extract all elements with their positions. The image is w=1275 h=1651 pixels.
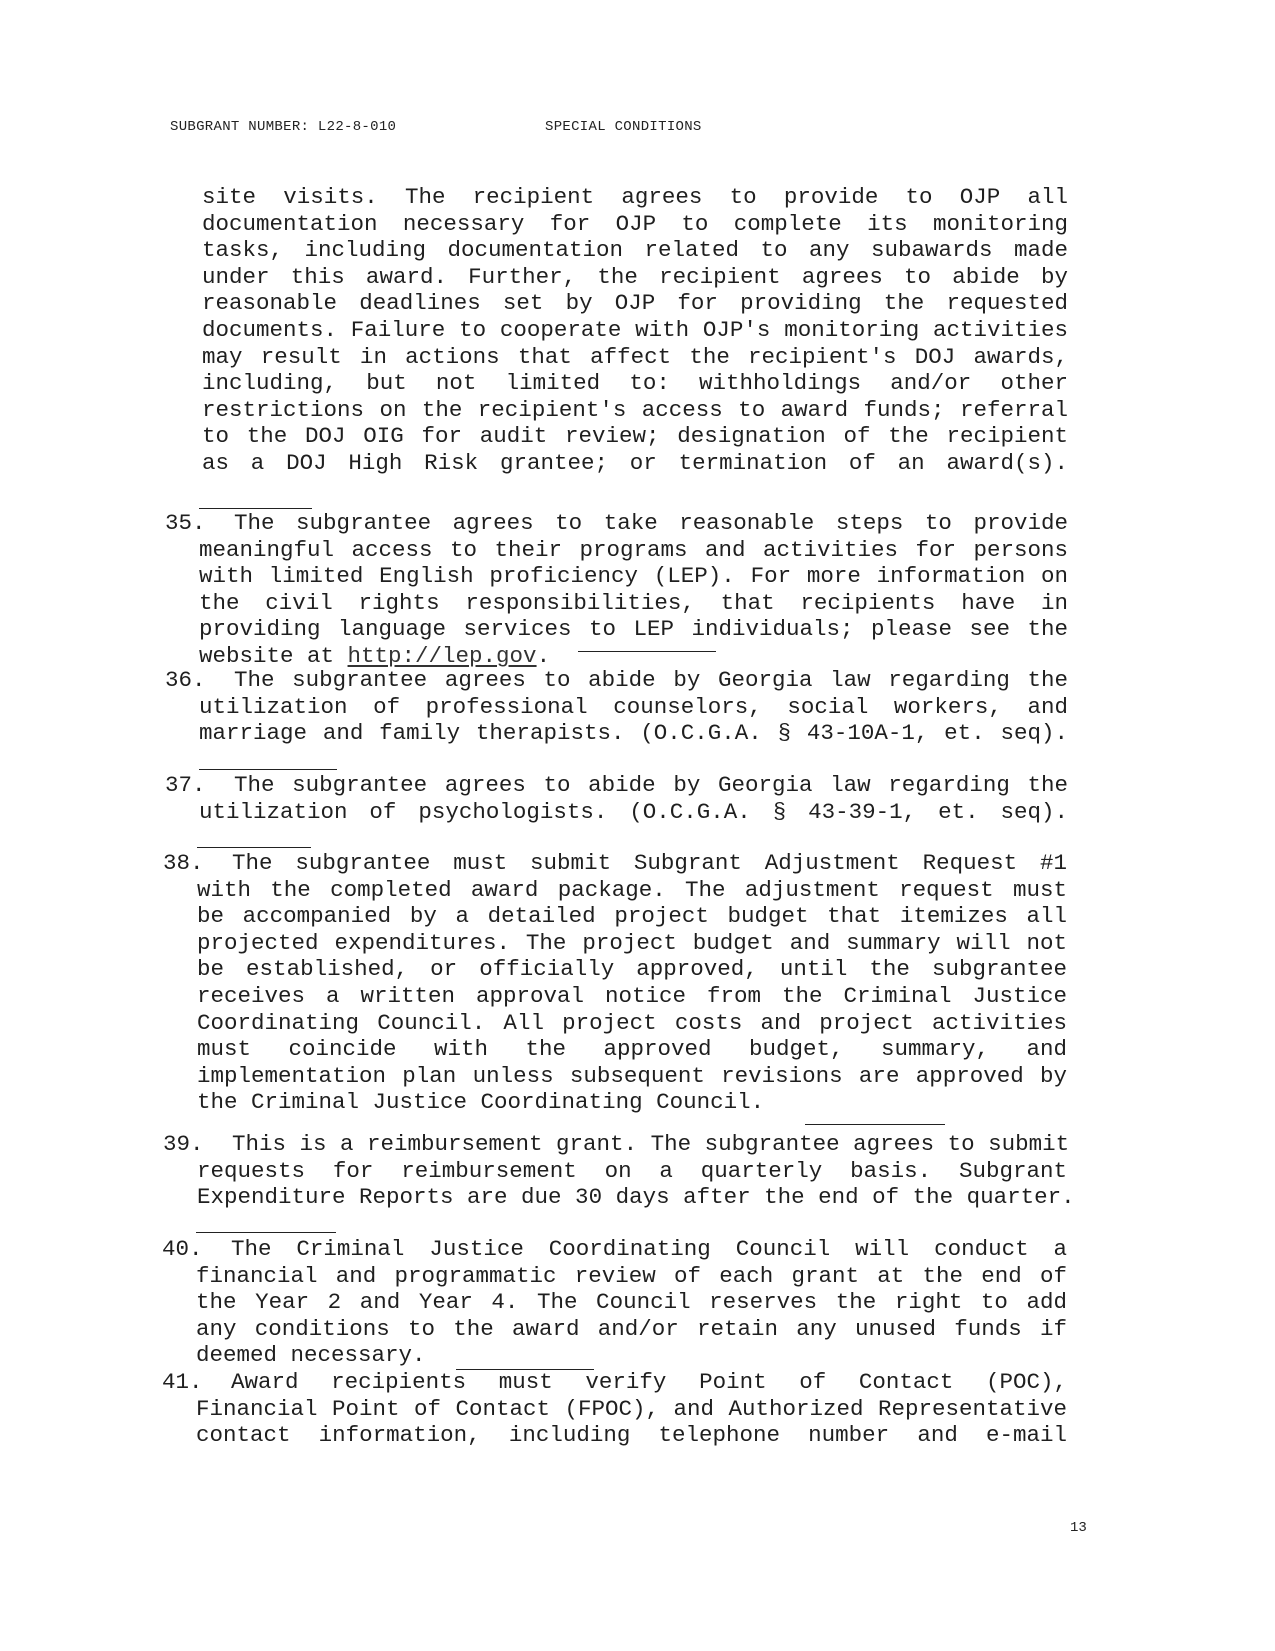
text-line: The subgrantee must submit Subgrant Adjustment Request #1 bbox=[232, 850, 1067, 876]
initials-blank bbox=[197, 847, 311, 848]
text-line: under this award. Further, the recipient agrees to abide by bbox=[202, 263, 1068, 290]
text-line: contact information, including telephone number and e-mail bbox=[196, 1422, 1067, 1449]
text-line: This is a reimbursement grant. The subgrantee agrees to submit bbox=[232, 1131, 1070, 1157]
text-line: Expenditure Reports are due 30 days after the end of the quarter. bbox=[197, 1184, 1075, 1211]
text-line: deemed necessary. bbox=[196, 1342, 426, 1369]
condition-39 bbox=[197, 1131, 1075, 1211]
initials-blank bbox=[199, 508, 312, 509]
text-line: must coincide with the approved budget, summary, and bbox=[197, 1036, 1067, 1063]
text-line-last bbox=[199, 643, 1068, 670]
text-line: including, but not limited to: withholdings and/or other bbox=[202, 370, 1068, 397]
text-line: Coordinating Council. All project costs and project activities bbox=[197, 1009, 1067, 1036]
condition-number: 41. bbox=[162, 1369, 203, 1395]
text-line: reasonable deadlines set by OJP for providing the requested bbox=[202, 290, 1068, 317]
text-line: Award recipients must verify Point of Contact (POC), bbox=[231, 1369, 1067, 1395]
text-line: the Year 2 and Year 4. The Council reserves the right to add bbox=[196, 1289, 1067, 1316]
lep-gov-link[interactable]: http://lep.gov bbox=[347, 642, 537, 669]
text-line: the civil rights responsibilities, that recipients have in bbox=[199, 589, 1068, 616]
text-line: be established, or officially approved, until the subgrantee bbox=[197, 956, 1067, 983]
condition-number: 37. bbox=[165, 772, 206, 798]
text-line: receives a written approval notice from the Criminal Justice bbox=[197, 982, 1067, 1009]
continued-paragraph bbox=[202, 184, 1068, 477]
text-line: utilization of professional counselors, social workers, and bbox=[199, 693, 1068, 720]
subgrant-number: SUBGRANT NUMBER: L22-8-010 bbox=[170, 119, 397, 135]
text-line: may result in actions that affect the recipient's DOJ awards, bbox=[202, 343, 1068, 370]
text-line: marriage and family therapists. (O.C.G.A. § 43-10A-1, et. seq). bbox=[199, 720, 1068, 747]
text-fragment: . bbox=[536, 642, 551, 669]
initials-blank bbox=[196, 1232, 336, 1233]
text-line: The subgrantee agrees to take reasonable steps to provide bbox=[234, 510, 1068, 536]
text-line: be accompanied by a detailed project budget that itemizes all bbox=[197, 903, 1067, 930]
text-line: with limited English proficiency (LEP). For more information on bbox=[199, 563, 1068, 590]
condition-number: 36. bbox=[165, 667, 206, 693]
text-line: tasks, including documentation related to any subawards made bbox=[202, 237, 1068, 264]
condition-41 bbox=[196, 1369, 1067, 1449]
initials-blank bbox=[578, 651, 716, 652]
text-line: The subgrantee agrees to abide by Georgia law regarding the bbox=[234, 772, 1068, 798]
condition-number: 39. bbox=[163, 1131, 204, 1157]
text-line: documents. Failure to cooperate with OJP's monitoring activities bbox=[202, 316, 1068, 343]
text-line: restrictions on the recipient's access to award funds; referral bbox=[202, 396, 1068, 423]
text-line: projected expenditures. The project budget and summary will not bbox=[197, 929, 1067, 956]
text-line: financial and programmatic review of each grant at the end of bbox=[196, 1262, 1067, 1289]
text-line: providing language services to LEP individuals; please see the bbox=[199, 616, 1068, 643]
condition-number: 35. bbox=[165, 510, 206, 536]
text-line: to the DOJ OIG for audit review; designation of the recipient bbox=[202, 423, 1068, 450]
text-line: site visits. The recipient agrees to provide to OJP all bbox=[202, 184, 1068, 210]
initials-blank bbox=[805, 1124, 945, 1125]
page-number: 13 bbox=[1070, 1520, 1087, 1536]
section-title: SPECIAL CONDITIONS bbox=[545, 119, 702, 135]
text-line: the Criminal Justice Coordinating Council. bbox=[197, 1089, 765, 1116]
text-line: implementation plan unless subsequent revisions are approved by bbox=[197, 1062, 1067, 1089]
text-line: The subgrantee agrees to abide by Georgia law regarding the bbox=[234, 667, 1068, 693]
condition-36 bbox=[199, 667, 1068, 747]
text-line: requests for reimbursement on a quarterly basis. Subgrant bbox=[197, 1157, 1067, 1184]
text-line: utilization of psychologists. (O.C.G.A. § 43-39-1, et. seq). bbox=[199, 798, 1068, 825]
condition-number: 38. bbox=[163, 850, 204, 876]
condition-40 bbox=[196, 1236, 1067, 1369]
condition-35 bbox=[199, 510, 1068, 670]
text-line: any conditions to the award and/or retain any unused funds if bbox=[196, 1315, 1067, 1342]
condition-37 bbox=[199, 772, 1068, 825]
text-line: The Criminal Justice Coordinating Council will conduct a bbox=[231, 1236, 1067, 1262]
text-line: documentation necessary for OJP to complete its monitoring bbox=[202, 210, 1068, 237]
text-line: as a DOJ High Risk grantee; or termination of an award(s). bbox=[202, 449, 1068, 476]
text-fragment: website at bbox=[199, 642, 348, 669]
text-line: Financial Point of Contact (FPOC), and Authorized Representative bbox=[196, 1395, 1067, 1422]
text-line: with the completed award package. The adjustment request must bbox=[197, 876, 1067, 903]
text-line: meaningful access to their programs and activities for persons bbox=[199, 536, 1068, 563]
condition-38 bbox=[197, 850, 1067, 1116]
condition-number: 40. bbox=[162, 1236, 203, 1262]
initials-blank bbox=[199, 769, 337, 770]
